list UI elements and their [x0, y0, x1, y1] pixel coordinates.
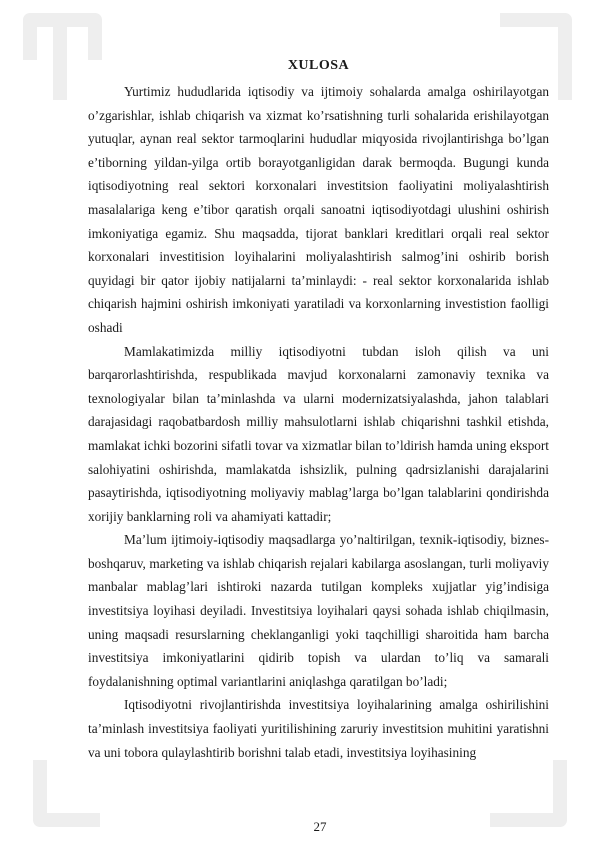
- paragraph-1: Yurtimiz hududlarida iqtisodiy va ijtimoiy sohalarda amalga oshirilayotgan o’zgarishlar, ishlab chiqarish va xizmat ko’rsatishning turli sohalarida erishilayotgan yutuqlar, aynan real sektor tarmoqlarini hududlar miqyosida rivojlantirishga bo’lgan e’tiborning yildan-yilga ortib borayotganligidan darak bermoqda. Bugungi kunda iqtisodiyotning real sektori korxonalari investitsion faoliyatini moliyalashtirish masalalariga keng e’tibor qaratish orqali sanoatni iqtisodiyotdagi ulushini oshirish imkoniyatiga egamiz. Shu maqsadda, tijorat banklari kreditlari orqali real sektor korxonalari investitision loyihalarini moliyalashtirish salmog’ini oshirib borish quyidagi bir qator ijobiy natijalarni ta’minlaydi: - real sektor korxonalarida ishlab chiqarish hajmini oshirish imkoniyati yaratiladi va korxonlarning investistion faolligi oshadi: [88, 84, 549, 335]
- document-body: [88, 80, 549, 764]
- paragraph-3: Ma’lum ijtimoiy-iqtisodiy maqsadlarga yo’naltirilgan, texnik-iqtisodiy, biznes-boshqaruv, marketing va ishlab chiqarish rejalari kabilarga asoslangan, turli moliyaviy manbalar mablag’lari ishtiroki nazarda tutilgan kompleks xujjatlar yig’indisiga investitsiya loyihasi deyiladi. Investitsiya loyihalari qaysi sohada ishlab chiqilmasin, uning maqsadi resurslarning cheklanganligi yoki taqchilligi sharoitida ham barcha investitsiya imkoniyatlarini qidirib topish va ulardan to’liq va samarali foydalanishning optimal variantlarini aniqlashga qaratilgan bo’ladi;: [88, 532, 549, 689]
- paragraph-4: Iqtisodiyotni rivojlantirishda investitsiya loyihalarining amalga oshirilishini ta’minlash investitsiya faoliyati yuritilishining zaruriy investitsion muhitini yaratishni va uni tobora qulaylashtirib borishni talab etadi, investitsiya loyihasining: [88, 697, 549, 760]
- paragraph-2: Mamlakatimizda milliy iqtisodiyotni tubdan isloh qilish va uni barqarorlashtirishda, respublikada mavjud korxonalarni zamonaviy texnika va texnologiyalar bilan ta’minlashda va ularni modernizatsiyalashda, jahon talablari darajasidagi raqobatbardosh milliy mahsulotlarni ishlab chiqarishni tashkil etishda, mamlakat ichki bozorini sifatli tovar va xizmatlar bilan to’ldirish hamda uning eksport salohiyatini oshirishda, mamlakatda ishsizlik, pulning qadrsizlanishi darajalarini pasaytirishda, iqtisodiyotning moliyaviy mablag’larga bo’lgan talablarini qondirishda xorijiy banklarning roli va ahamiyati kattadir;: [88, 343, 549, 524]
- page-number: 27: [313, 819, 327, 834]
- document-title: XULOSA: [287, 58, 350, 73]
